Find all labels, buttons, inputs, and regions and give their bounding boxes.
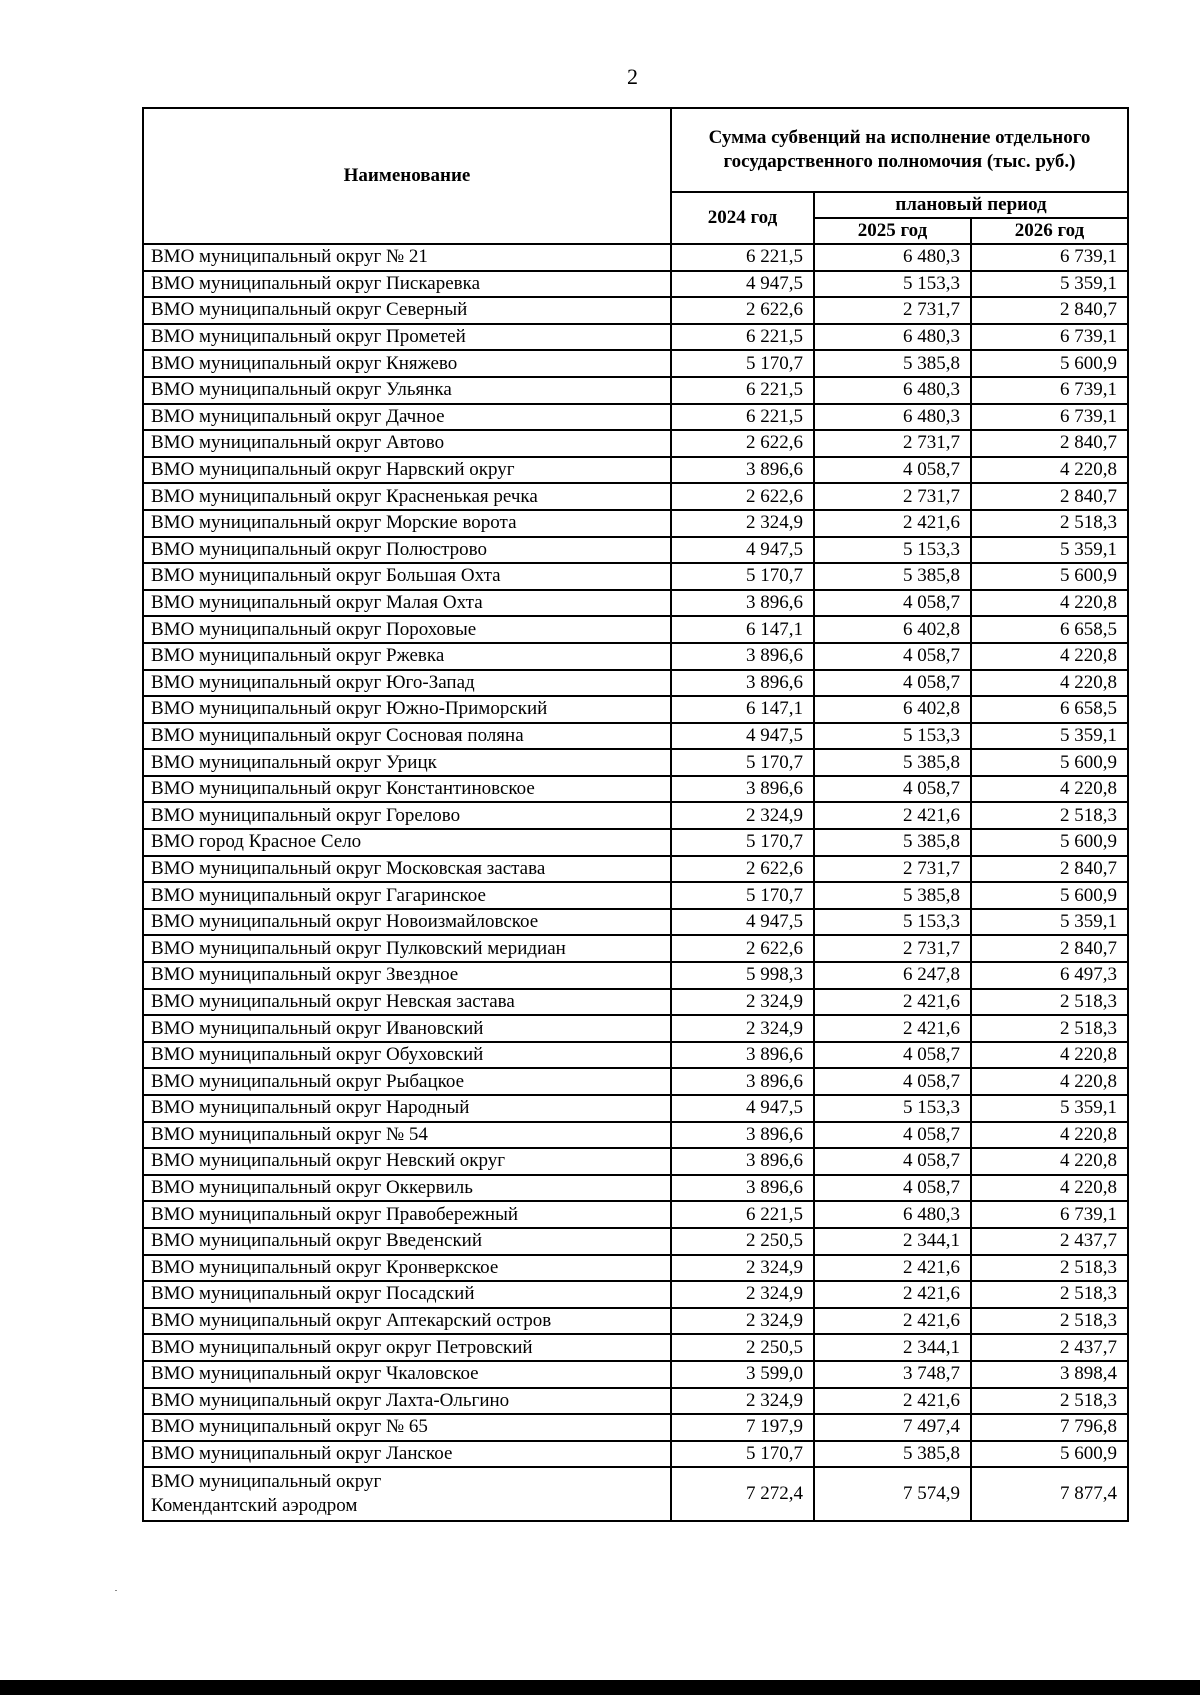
row-value-2024: 4 947,5 xyxy=(671,271,814,298)
row-name: ВМО муниципальный округ Автово xyxy=(143,430,671,457)
row-value-2025: 5 385,8 xyxy=(814,829,971,856)
row-value-2025: 2 421,6 xyxy=(814,1015,971,1042)
row-value-2026: 6 739,1 xyxy=(971,1201,1128,1228)
row-value-2026: 3 898,4 xyxy=(971,1361,1128,1388)
row-name: ВМО муниципальный округ Полюстрово xyxy=(143,537,671,564)
row-value-2024: 6 221,5 xyxy=(671,324,814,351)
row-value-2026: 2 437,7 xyxy=(971,1334,1128,1361)
row-value-2024: 4 947,5 xyxy=(671,723,814,750)
row-name: ВМО муниципальный округ Народный xyxy=(143,1095,671,1122)
table-row xyxy=(143,882,1128,909)
row-value-2024: 2 324,9 xyxy=(671,510,814,537)
row-value-2026: 5 600,9 xyxy=(971,829,1128,856)
row-value-2026: 4 220,8 xyxy=(971,1042,1128,1069)
row-value-2026: 2 518,3 xyxy=(971,510,1128,537)
row-value-2026: 4 220,8 xyxy=(971,776,1128,803)
subventions-table xyxy=(142,107,1129,1522)
row-value-2026: 7 877,4 xyxy=(971,1467,1128,1521)
table-row xyxy=(143,1122,1128,1149)
row-value-2024: 2 622,6 xyxy=(671,935,814,962)
row-value-2026: 6 739,1 xyxy=(971,244,1128,271)
table-row xyxy=(143,1414,1128,1441)
row-value-2024: 3 896,6 xyxy=(671,1175,814,1202)
row-value-2026: 2 518,3 xyxy=(971,989,1128,1016)
row-value-2026: 4 220,8 xyxy=(971,590,1128,617)
row-value-2024: 2 250,5 xyxy=(671,1228,814,1255)
row-name: ВМО муниципальный округ Введенский xyxy=(143,1228,671,1255)
row-value-2025: 4 058,7 xyxy=(814,590,971,617)
row-value-2026: 5 600,9 xyxy=(971,350,1128,377)
row-value-2025: 4 058,7 xyxy=(814,1042,971,1069)
table-row xyxy=(143,1201,1128,1228)
row-value-2025: 4 058,7 xyxy=(814,643,971,670)
row-value-2025: 3 748,7 xyxy=(814,1361,971,1388)
table-row xyxy=(143,563,1128,590)
row-name-line1: ВМО муниципальный округ xyxy=(151,1471,382,1493)
row-value-2026: 6 739,1 xyxy=(971,404,1128,431)
row-name: ВМО город Красное Село xyxy=(143,829,671,856)
row-value-2024: 5 170,7 xyxy=(671,350,814,377)
row-name: ВМО муниципальный округ Невский округ xyxy=(143,1148,671,1175)
header-sum-title: Сумма субвенций на исполнение отдельного государственного полномочия (тыс. руб.) xyxy=(671,108,1128,192)
row-name: ВМО муниципальный округ Невская застава xyxy=(143,989,671,1016)
row-value-2026: 2 518,3 xyxy=(971,1308,1128,1335)
table-row xyxy=(143,404,1128,431)
row-value-2026: 5 600,9 xyxy=(971,563,1128,590)
row-value-2025: 2 731,7 xyxy=(814,483,971,510)
table-row xyxy=(143,616,1128,643)
row-value-2026: 4 220,8 xyxy=(971,1175,1128,1202)
row-value-2025: 2 344,1 xyxy=(814,1228,971,1255)
row-name: ВМО муниципальный округ Кронверкское xyxy=(143,1255,671,1282)
table-row xyxy=(143,776,1128,803)
row-value-2024: 2 622,6 xyxy=(671,856,814,883)
row-value-2024: 3 599,0 xyxy=(671,1361,814,1388)
row-name: ВМО муниципальный округ № 65 xyxy=(143,1414,671,1441)
table-row xyxy=(143,324,1128,351)
table-row xyxy=(143,1042,1128,1069)
row-name: ВМО муниципальный округ Ивановский xyxy=(143,1015,671,1042)
row-value-2025: 5 385,8 xyxy=(814,350,971,377)
row-value-2025: 5 385,8 xyxy=(814,563,971,590)
row-value-2024: 6 147,1 xyxy=(671,616,814,643)
table-row xyxy=(143,696,1128,723)
header-year-2026: 2026 год xyxy=(971,218,1128,244)
row-value-2026: 2 840,7 xyxy=(971,935,1128,962)
row-value-2026: 4 220,8 xyxy=(971,1148,1128,1175)
table-row xyxy=(143,457,1128,484)
row-value-2026: 2 840,7 xyxy=(971,297,1128,324)
row-value-2026: 5 359,1 xyxy=(971,271,1128,298)
row-value-2024: 2 250,5 xyxy=(671,1334,814,1361)
row-value-2024: 3 896,6 xyxy=(671,1122,814,1149)
table-row xyxy=(143,1015,1128,1042)
row-name: ВМО муниципальный округ Обуховский xyxy=(143,1042,671,1069)
row-value-2026: 5 600,9 xyxy=(971,749,1128,776)
row-value-2026: 4 220,8 xyxy=(971,643,1128,670)
row-value-2024: 5 998,3 xyxy=(671,962,814,989)
header-year-2024: 2024 год xyxy=(671,192,814,244)
table-last-row-group xyxy=(143,1467,1128,1521)
row-value-2025: 2 421,6 xyxy=(814,802,971,829)
row-value-2026: 4 220,8 xyxy=(971,670,1128,697)
row-value-2024: 3 896,6 xyxy=(671,1042,814,1069)
scan-speck xyxy=(115,1590,117,1591)
row-name: ВМО муниципальный округ Юго-Запад xyxy=(143,670,671,697)
row-value-2025: 5 385,8 xyxy=(814,1441,971,1468)
row-name xyxy=(143,1467,671,1521)
row-value-2026: 5 359,1 xyxy=(971,909,1128,936)
row-value-2026: 5 359,1 xyxy=(971,723,1128,750)
row-value-2026: 6 658,5 xyxy=(971,616,1128,643)
row-value-2025: 7 497,4 xyxy=(814,1414,971,1441)
row-name: ВМО муниципальный округ Ржевка xyxy=(143,643,671,670)
row-value-2024: 2 622,6 xyxy=(671,297,814,324)
table-row xyxy=(143,1228,1128,1255)
row-value-2026: 7 796,8 xyxy=(971,1414,1128,1441)
table-row xyxy=(143,1361,1128,1388)
row-value-2024: 3 896,6 xyxy=(671,1068,814,1095)
row-name: ВМО муниципальный округ № 54 xyxy=(143,1122,671,1149)
row-name: ВМО муниципальный округ Пискаревка xyxy=(143,271,671,298)
row-value-2024: 6 221,5 xyxy=(671,377,814,404)
table-row xyxy=(143,856,1128,883)
row-value-2025: 5 153,3 xyxy=(814,909,971,936)
row-value-2025: 5 153,3 xyxy=(814,271,971,298)
row-value-2026: 5 359,1 xyxy=(971,537,1128,564)
row-value-2024: 2 324,9 xyxy=(671,802,814,829)
table-row xyxy=(143,723,1128,750)
row-value-2025: 6 480,3 xyxy=(814,404,971,431)
row-name: ВМО муниципальный округ Дачное xyxy=(143,404,671,431)
row-value-2025: 2 421,6 xyxy=(814,1388,971,1415)
row-value-2025: 2 421,6 xyxy=(814,510,971,537)
row-value-2025: 4 058,7 xyxy=(814,776,971,803)
table-row xyxy=(143,989,1128,1016)
table-row xyxy=(143,430,1128,457)
row-value-2026: 6 658,5 xyxy=(971,696,1128,723)
row-value-2024: 2 324,9 xyxy=(671,989,814,1016)
row-name: ВМО муниципальный округ Константиновское xyxy=(143,776,671,803)
row-value-2024: 6 221,5 xyxy=(671,244,814,271)
row-value-2024: 7 197,9 xyxy=(671,1414,814,1441)
table-row xyxy=(143,1095,1128,1122)
row-value-2025: 2 421,6 xyxy=(814,1255,971,1282)
row-value-2024: 6 221,5 xyxy=(671,1201,814,1228)
table-row xyxy=(143,829,1128,856)
row-value-2026: 2 518,3 xyxy=(971,1015,1128,1042)
row-value-2026: 2 518,3 xyxy=(971,802,1128,829)
row-value-2024: 5 170,7 xyxy=(671,882,814,909)
row-value-2024: 6 221,5 xyxy=(671,404,814,431)
table-row xyxy=(143,802,1128,829)
row-value-2024: 6 147,1 xyxy=(671,696,814,723)
header-name: Наименование xyxy=(143,108,671,244)
row-value-2026: 4 220,8 xyxy=(971,457,1128,484)
row-value-2024: 2 324,9 xyxy=(671,1308,814,1335)
row-value-2024: 5 170,7 xyxy=(671,749,814,776)
row-value-2025: 4 058,7 xyxy=(814,457,971,484)
row-value-2025: 7 574,9 xyxy=(814,1467,971,1521)
scan-bottom-border xyxy=(0,1680,1200,1695)
row-value-2024: 7 272,4 xyxy=(671,1467,814,1521)
row-name: ВМО муниципальный округ Южно-Приморский xyxy=(143,696,671,723)
table-row xyxy=(143,297,1128,324)
row-value-2026: 4 220,8 xyxy=(971,1068,1128,1095)
row-value-2025: 6 247,8 xyxy=(814,962,971,989)
table-row xyxy=(143,643,1128,670)
row-value-2024: 5 170,7 xyxy=(671,563,814,590)
row-value-2025: 4 058,7 xyxy=(814,1148,971,1175)
row-value-2026: 5 359,1 xyxy=(971,1095,1128,1122)
table-row xyxy=(143,590,1128,617)
row-value-2024: 5 170,7 xyxy=(671,1441,814,1468)
row-value-2025: 6 480,3 xyxy=(814,377,971,404)
row-value-2025: 5 153,3 xyxy=(814,537,971,564)
row-value-2024: 3 896,6 xyxy=(671,643,814,670)
table-row xyxy=(143,1148,1128,1175)
row-value-2026: 5 600,9 xyxy=(971,882,1128,909)
row-value-2024: 4 947,5 xyxy=(671,537,814,564)
row-value-2026: 2 437,7 xyxy=(971,1228,1128,1255)
row-value-2025: 2 421,6 xyxy=(814,1308,971,1335)
row-value-2026: 5 600,9 xyxy=(971,1441,1128,1468)
row-value-2025: 5 153,3 xyxy=(814,1095,971,1122)
table-row xyxy=(143,749,1128,776)
row-value-2024: 3 896,6 xyxy=(671,590,814,617)
row-name: ВМО муниципальный округ № 21 xyxy=(143,244,671,271)
header-year-2025: 2025 год xyxy=(814,218,971,244)
row-value-2025: 6 480,3 xyxy=(814,324,971,351)
row-name: ВМО муниципальный округ Урицк xyxy=(143,749,671,776)
table-row xyxy=(143,350,1128,377)
row-value-2024: 2 622,6 xyxy=(671,483,814,510)
row-name: ВМО муниципальный округ Княжево xyxy=(143,350,671,377)
row-value-2025: 5 153,3 xyxy=(814,723,971,750)
table-row xyxy=(143,909,1128,936)
page-number: 2 xyxy=(627,64,638,89)
table-row xyxy=(143,537,1128,564)
row-name: ВМО муниципальный округ Правобережный xyxy=(143,1201,671,1228)
row-value-2025: 4 058,7 xyxy=(814,1175,971,1202)
row-name: ВМО муниципальный округ Московская застава xyxy=(143,856,671,883)
table-row xyxy=(143,1441,1128,1468)
row-name: ВМО муниципальный округ Лахта-Ольгино xyxy=(143,1388,671,1415)
row-name: ВМО муниципальный округ Малая Охта xyxy=(143,590,671,617)
row-name: ВМО муниципальный округ Рыбацкое xyxy=(143,1068,671,1095)
row-name: ВМО муниципальный округ Большая Охта xyxy=(143,563,671,590)
table-row xyxy=(143,1175,1128,1202)
row-name: ВМО муниципальный округ Северный xyxy=(143,297,671,324)
row-name: ВМО муниципальный округ Прометей xyxy=(143,324,671,351)
table-row xyxy=(143,962,1128,989)
row-name: ВМО муниципальный округ Гагаринское xyxy=(143,882,671,909)
row-value-2025: 6 402,8 xyxy=(814,616,971,643)
row-value-2025: 2 731,7 xyxy=(814,935,971,962)
row-value-2025: 2 731,7 xyxy=(814,856,971,883)
row-value-2026: 2 840,7 xyxy=(971,483,1128,510)
row-value-2026: 2 518,3 xyxy=(971,1255,1128,1282)
table-row xyxy=(143,1281,1128,1308)
table-row xyxy=(143,483,1128,510)
row-value-2025: 6 480,3 xyxy=(814,1201,971,1228)
row-value-2025: 2 344,1 xyxy=(814,1334,971,1361)
row-name: ВМО муниципальный округ Чкаловское xyxy=(143,1361,671,1388)
row-name: ВМО муниципальный округ Красненькая речка xyxy=(143,483,671,510)
table-row xyxy=(143,1334,1128,1361)
row-value-2026: 4 220,8 xyxy=(971,1122,1128,1149)
row-value-2025: 2 731,7 xyxy=(814,430,971,457)
row-name-line2: Комендантский аэродром xyxy=(151,1495,358,1517)
table-row xyxy=(143,670,1128,697)
row-value-2026: 6 739,1 xyxy=(971,324,1128,351)
row-name: ВМО муниципальный округ Звездное xyxy=(143,962,671,989)
row-name: ВМО муниципальный округ округ Петровский xyxy=(143,1334,671,1361)
table-row xyxy=(143,1255,1128,1282)
table-row xyxy=(143,271,1128,298)
table-row xyxy=(143,1467,1128,1521)
row-value-2024: 2 324,9 xyxy=(671,1281,814,1308)
row-value-2024: 3 896,6 xyxy=(671,670,814,697)
row-value-2024: 4 947,5 xyxy=(671,909,814,936)
row-value-2025: 6 402,8 xyxy=(814,696,971,723)
table-row xyxy=(143,510,1128,537)
row-value-2024: 5 170,7 xyxy=(671,829,814,856)
row-name: ВМО муниципальный округ Пулковский меридиан xyxy=(143,935,671,962)
row-value-2026: 2 518,3 xyxy=(971,1281,1128,1308)
row-name: ВМО муниципальный округ Посадский xyxy=(143,1281,671,1308)
row-name: ВМО муниципальный округ Аптекарский остров xyxy=(143,1308,671,1335)
row-value-2026: 2 840,7 xyxy=(971,430,1128,457)
row-value-2026: 2 518,3 xyxy=(971,1388,1128,1415)
row-name: ВМО муниципальный округ Оккервиль xyxy=(143,1175,671,1202)
row-value-2024: 4 947,5 xyxy=(671,1095,814,1122)
table-header xyxy=(143,108,1128,244)
row-value-2025: 4 058,7 xyxy=(814,670,971,697)
row-value-2025: 4 058,7 xyxy=(814,1122,971,1149)
table-row xyxy=(143,1068,1128,1095)
table-row xyxy=(143,244,1128,271)
row-value-2024: 2 324,9 xyxy=(671,1015,814,1042)
row-name: ВМО муниципальный округ Ульянка xyxy=(143,377,671,404)
row-value-2024: 3 896,6 xyxy=(671,776,814,803)
table-row xyxy=(143,377,1128,404)
row-name: ВМО муниципальный округ Горелово xyxy=(143,802,671,829)
row-value-2025: 2 421,6 xyxy=(814,989,971,1016)
row-value-2024: 3 896,6 xyxy=(671,1148,814,1175)
row-value-2025: 2 421,6 xyxy=(814,1281,971,1308)
row-value-2025: 4 058,7 xyxy=(814,1068,971,1095)
row-value-2026: 6 739,1 xyxy=(971,377,1128,404)
table-body xyxy=(143,244,1128,1467)
table-row xyxy=(143,1388,1128,1415)
row-value-2024: 3 896,6 xyxy=(671,457,814,484)
table-row xyxy=(143,935,1128,962)
row-name: ВМО муниципальный округ Ланское xyxy=(143,1441,671,1468)
row-value-2024: 2 324,9 xyxy=(671,1388,814,1415)
row-value-2026: 2 840,7 xyxy=(971,856,1128,883)
row-name: ВМО муниципальный округ Пороховые xyxy=(143,616,671,643)
row-value-2025: 6 480,3 xyxy=(814,244,971,271)
row-name: ВМО муниципальный округ Морские ворота xyxy=(143,510,671,537)
row-value-2025: 2 731,7 xyxy=(814,297,971,324)
row-value-2025: 5 385,8 xyxy=(814,749,971,776)
row-name: ВМО муниципальный округ Новоизмайловское xyxy=(143,909,671,936)
row-name: ВМО муниципальный округ Нарвский округ xyxy=(143,457,671,484)
header-planned-period: плановый период xyxy=(814,192,1128,218)
row-value-2026: 6 497,3 xyxy=(971,962,1128,989)
row-value-2024: 2 324,9 xyxy=(671,1255,814,1282)
row-value-2025: 5 385,8 xyxy=(814,882,971,909)
table-row xyxy=(143,1308,1128,1335)
row-name: ВМО муниципальный округ Сосновая поляна xyxy=(143,723,671,750)
row-value-2024: 2 622,6 xyxy=(671,430,814,457)
